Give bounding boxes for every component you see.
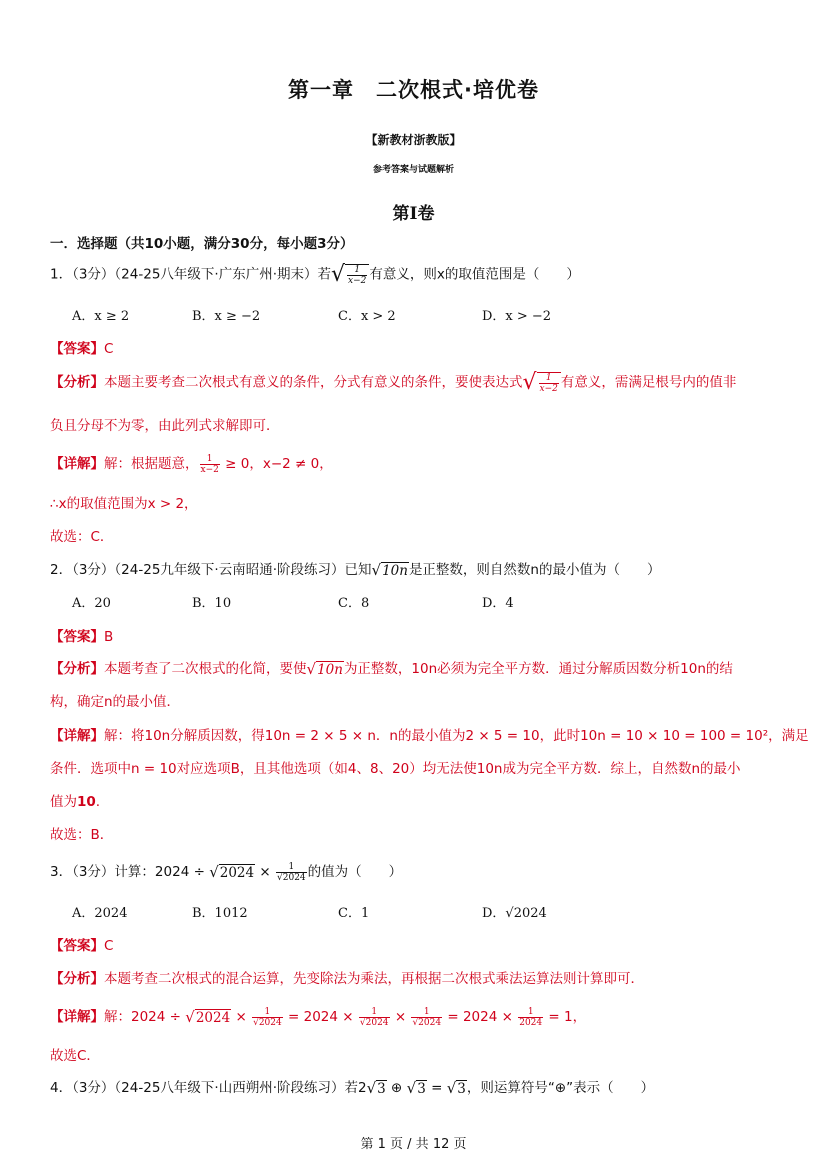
volume-heading: 第Ⅰ卷 [392, 204, 435, 224]
edition-label: 【新教材浙教版】 [365, 133, 462, 147]
q1-analysis-line-1: 【分析】本题主要考查二次根式有意义的条件，分式有意义的条件，要使表达式√ $\frac{1}{x-2}$ 有意义，需满足根号内的值非 [50, 370, 737, 395]
q2-analysis-line-2: 构，确定n的最小值． [50, 694, 181, 710]
subtitle: 参考答案与试题解析 [372, 165, 454, 175]
question-2-stem: 2．（3分）（24-25九年级下·云南昭通·阶段练习）已知√10n是正整数，则自然数n的最小值为（ ） [50, 561, 661, 579]
q1-answer: 【答案】C [50, 341, 114, 357]
q1-option-a: A．x ≥ 2 [72, 309, 130, 324]
page-footer: 第 1 页 / 共 12 页 [360, 1137, 467, 1152]
section-heading: 一．选择题（共10小题，满分30分，每小题3分） [50, 236, 354, 252]
q2-detail-line-2: 条件．选项中n = 10对应选项B，且其他选项（如4、8、20）均无法使10n成为完全平方数．综上，自然数n的最小 [50, 761, 741, 777]
q2-answer: 【答案】B [50, 629, 114, 645]
title-chapter: 第一章 [288, 78, 354, 102]
q2-analysis-line-1: 【分析】本题考查了二次根式的化简，要使√10n为正整数，10n必须为完全平方数．通过分解质因数分析10n的结 [50, 660, 733, 678]
q2-option-a: A．20 [72, 596, 111, 611]
q2-detail-line-1: 【详解】解：将10n分解质因数，得10n = 2 × 5 × n．n的最小值为2 × 5 = 10，此时10n = 10 × 10 = 100 = 10²，满足 [50, 728, 809, 744]
q2-conclusion: 故选：B． [50, 827, 114, 843]
title-name: 二次根式·培优卷 [376, 78, 539, 102]
q1-option-c: C．x > 2 [338, 309, 396, 324]
q1-conclusion: 故选：C． [50, 529, 114, 545]
question-4-stem: 4．（3分）（24-25八年级下·山西朔州·阶段练习）若2√3 ⊕ √3 = √3，则运算符号“⊕”表示（ ） [50, 1079, 655, 1097]
q1-analysis-line-2: 负且分母不为零，由此列式求解即可． [50, 418, 280, 434]
q3-option-d: D．√2024 [482, 906, 547, 921]
sqrt-expression: √ $\frac{1}{x-2}$ [331, 262, 369, 287]
page-title [0, 74, 827, 104]
q2-option-d: D．4 [482, 596, 514, 611]
q1-option-b: B．x ≥ −2 [192, 309, 261, 324]
q2-option-c: C．8 [338, 596, 370, 611]
q2-option-b: B．10 [192, 596, 232, 611]
q1-option-d: D．x > −2 [482, 309, 552, 324]
q3-answer: 【答案】C [50, 938, 114, 954]
q1-detail: 【详解】解：根据题意， $\frac{1}{x-2}$ ≥ 0，x−2 ≠ 0， [50, 453, 333, 475]
q3-detail: 【详解】解：2024 ÷ √2024 × $\frac{1}{√2024}$ = 2024 × $\frac{1}{√2024}$ × $\frac{1}{√2024}$ = 2024 × $\frac{1}{2024}$ = 1， [50, 1006, 587, 1028]
question-3-stem: 3．（3分）计算：2024 ÷ √2024 × $\frac{1}{√2024}$ 的值为（ ） [50, 861, 403, 883]
q3-option-b: B．1012 [192, 906, 248, 921]
q3-analysis: 【分析】本题考查二次根式的混合运算，先变除法为乘法，再根据二次根式乘法运算法则计算即可． [50, 971, 644, 987]
question-1-stem: 1．（3分）（24-25八年级下·广东广州·期末）若√ $\frac{1}{x-2}$ 有意义，则x的取值范围是（ ） [50, 262, 580, 287]
q3-conclusion: 故选C． [50, 1048, 100, 1064]
q2-detail-line-3: 值为10. [50, 794, 101, 810]
q3-option-a: A．2024 [72, 906, 128, 921]
q1-detail-line-2: ∴x的取值范围为x > 2， [50, 496, 198, 512]
q3-option-c: C．1 [338, 906, 370, 921]
